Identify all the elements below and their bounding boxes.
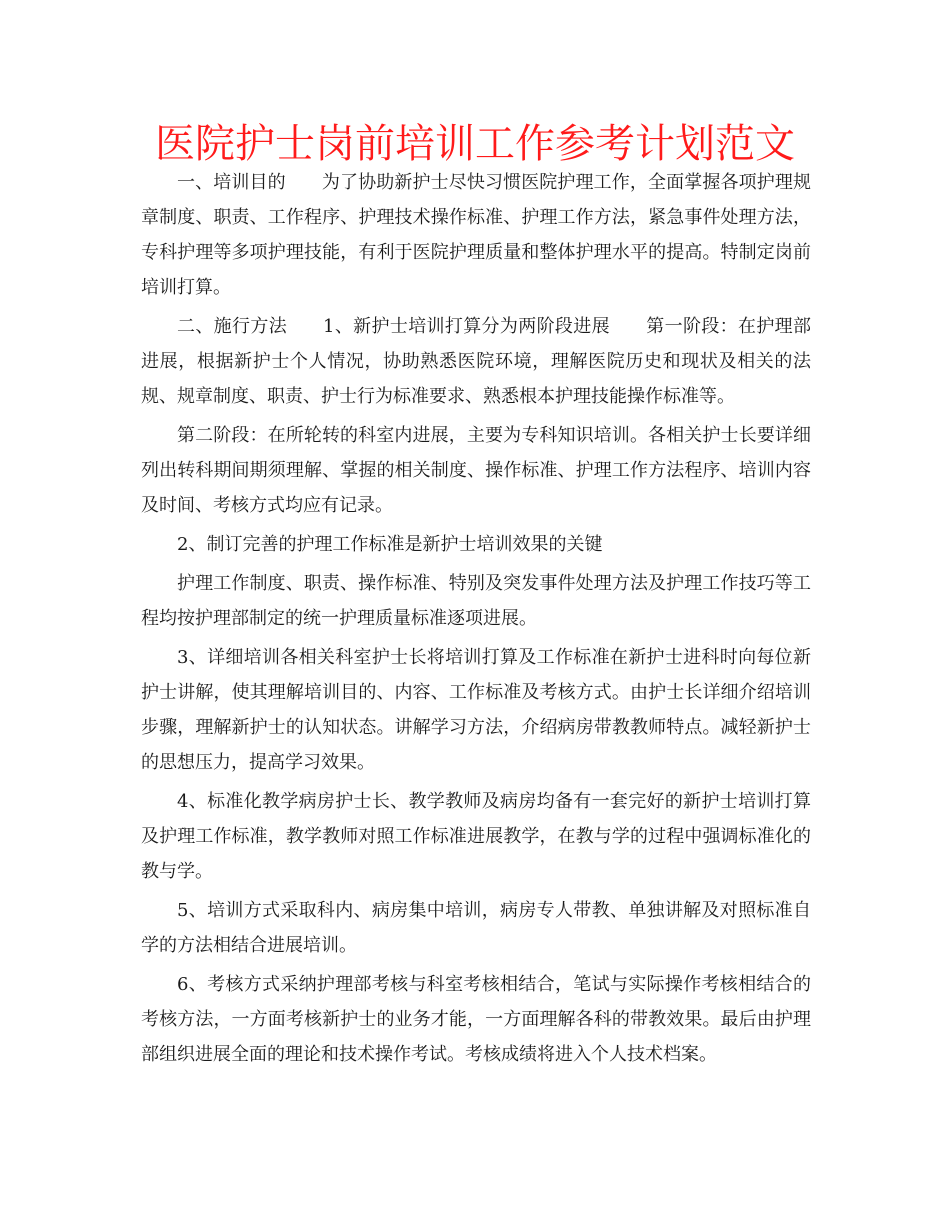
paragraph-text: 为了协助新护士尽快习惯医院护理工作，全面掌握各项护理规章制度、职责、工作程序、护理技术操作标准、护理工作方法，紧急事件处理方法，专科护理等多项护理技能，有利于医院护理质量和整体护理水平的提高。特制定岗前培训打算。 [141, 172, 812, 298]
section-heading-method: 二、施行方法 [177, 316, 288, 337]
paragraph-stage-two: 第二阶段：在所轮转的科室内进展，主要为专科知识培训。各相关护士长要详细列出转科期间期须理解、掌握的相关制度、操作标准、护理工作方法程序、培训内容及时间、考核方式均应有记录。 [141, 425, 811, 516]
paragraph-item-3: 3、详细培训各相关科室护士长将培训打算及工作标准在新护士进科时向每位新护士讲解，使其理解培训目的、内容、工作标准及考核方式。由护士长详细介绍培训步骤，理解新护士的认知状态。讲解学习方法，介绍病房带教教师特点。减轻新护士的思想压力，提高学习效果。 [141, 647, 811, 773]
paragraph-item-5: 5、培训方式采取科内、病房集中培训，病房专人带教、单独讲解及对照标准自学的方法相结合进展培训。 [141, 900, 811, 956]
section-heading-purpose: 一、培训目的 [177, 172, 286, 193]
paragraph-item-6: 6、考核方式采纳护理部考核与科室考核相结合，笔试与实际操作考核相结合的考核方法，一方面考核新护士的业务才能，一方面理解各科的带教效果。最后由护理部组织进展全面的理论和技术操作考试。考核成绩将进入个人技术档案。 [141, 974, 811, 1065]
paragraph-training-purpose [141, 165, 811, 305]
paragraph-text: 第一阶段：在护理部进展，根据新护士个人情况，协助熟悉医院环境，理解医院历史和现状及相关的法规、规章制度、职责、护士行为标准要求、熟悉根本护理技能操作标准等。 [141, 316, 812, 407]
paragraph-item-4: 4、标准化教学病房护士长、教学教师及病房均备有一套完好的新护士培训打算及护理工作标准，教学教师对照工作标准进展教学，在教与学的过程中强调标准化的教与学。 [141, 791, 811, 882]
subheading-two-stages: 1、新护士培训打算分为两阶段进展 [323, 316, 610, 337]
paragraph-implementation [141, 309, 811, 414]
paragraph-item-2: 2、制订完善的护理工作标准是新护士培训效果的关键 [177, 534, 603, 555]
document-body [141, 165, 811, 1076]
document-title: 医院护士岗前培训工作参考计划范文 [155, 121, 795, 167]
paragraph-standards: 护理工作制度、职责、操作标准、特别及突发事件处理方法及护理工作技巧等工程均按护理部制定的统一护理质量标准逐项进展。 [141, 573, 811, 629]
